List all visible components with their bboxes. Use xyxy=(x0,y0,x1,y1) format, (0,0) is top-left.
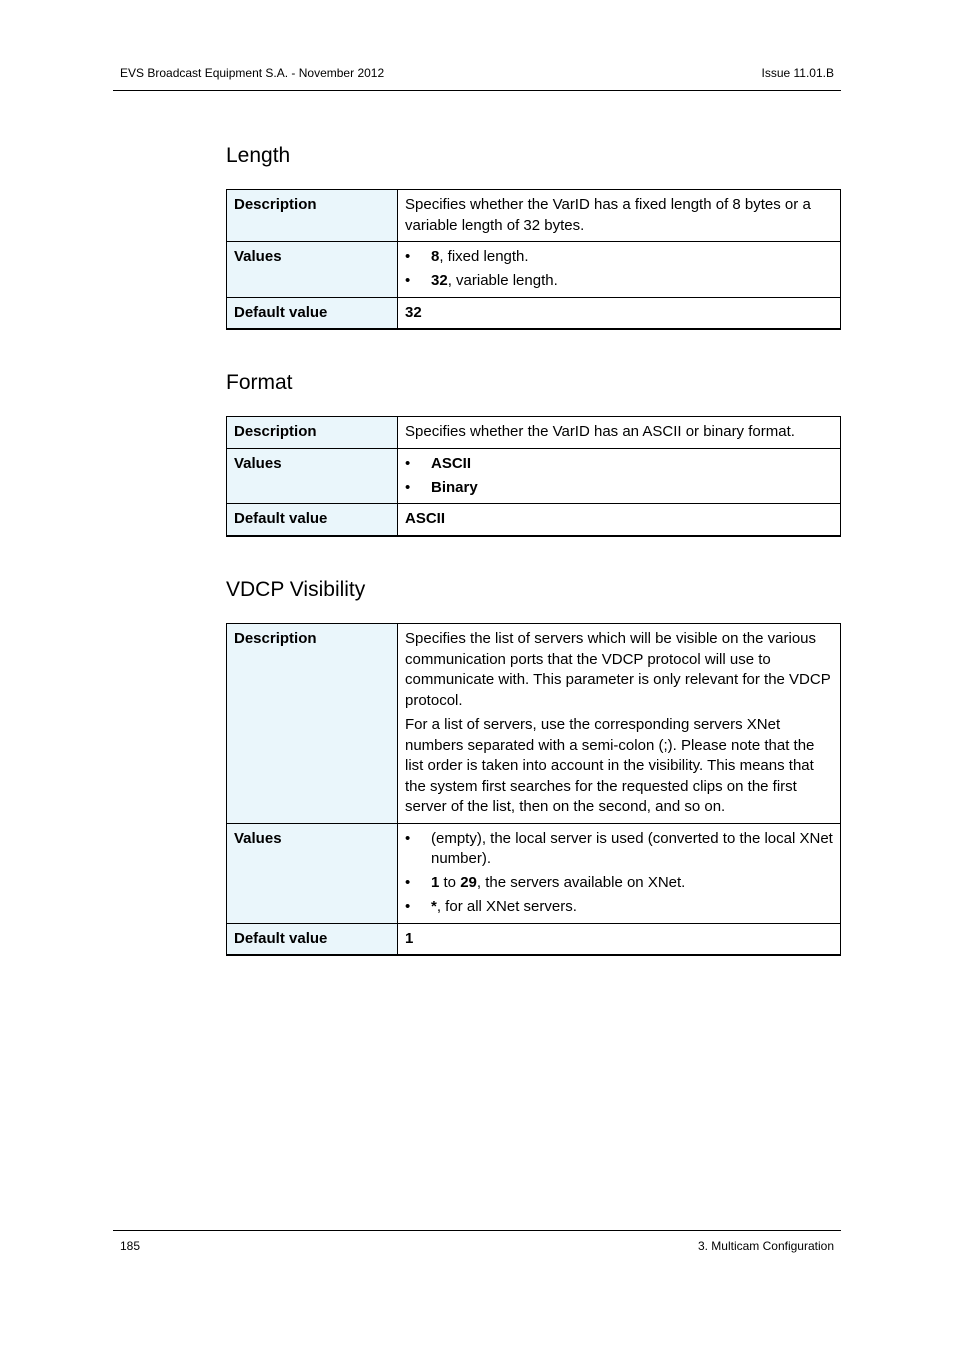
list-item: • ASCII xyxy=(405,454,833,475)
vdcp-table xyxy=(226,623,841,956)
vdcp-values xyxy=(398,823,841,923)
table-row xyxy=(227,417,841,449)
length-table xyxy=(226,189,841,330)
row-label: Default value xyxy=(227,504,398,536)
format-description: Specifies whether the VarID has an ASCII or binary format. xyxy=(398,417,841,449)
table-row xyxy=(227,242,841,298)
list-item: • Binary xyxy=(405,478,833,499)
format-default: ASCII xyxy=(398,504,841,536)
row-label: Default value xyxy=(227,297,398,329)
table-row xyxy=(227,624,841,824)
format-table xyxy=(226,416,841,537)
section-title-vdcp-visibility: VDCP Visibility xyxy=(226,578,366,601)
list-item: • 1 to 29, the servers available on XNet. xyxy=(405,873,833,894)
row-label: Description xyxy=(227,417,398,449)
row-label: Values xyxy=(227,242,398,298)
vdcp-description: Specifies the list of servers which will be visible on the various communication ports that the VDCP protocol will use to communicate with. This parameter is only relevant for the VDCP protocol. For a list of servers, use the corresponding servers XNet numbers separated with a semi-colon (;). Please note that the list order is taken into account in the visibility. This means that the system first searches for the requested clips on the first server of the list, then on the second, and so on. xyxy=(398,624,841,824)
table-row xyxy=(227,823,841,923)
header-issue: Issue 11.01.B xyxy=(761,66,834,80)
length-description: Specifies whether the VarID has a fixed length of 8 bytes or a variable length of 32 bytes. xyxy=(398,190,841,242)
list-item: • (empty), the local server is used (converted to the local XNet number). xyxy=(405,829,833,870)
page-footer xyxy=(113,1230,841,1253)
row-label: Description xyxy=(227,624,398,824)
list-item: • 8, fixed length. xyxy=(405,247,833,268)
section-title-length: Length xyxy=(226,144,291,167)
row-label: Default value xyxy=(227,923,398,955)
page-number: 185 xyxy=(120,1239,141,1253)
table-row xyxy=(227,190,841,242)
row-label: Description xyxy=(227,190,398,242)
table-row xyxy=(227,297,841,329)
table-row xyxy=(227,923,841,955)
format-values xyxy=(398,448,841,504)
table-row xyxy=(227,504,841,536)
vdcp-default: 1 xyxy=(398,923,841,955)
header-publisher: EVS Broadcast Equipment S.A. - November 2012 xyxy=(120,66,385,80)
list-item: • *, for all XNet servers. xyxy=(405,897,833,918)
section-title-format: Format xyxy=(226,371,293,394)
table-row xyxy=(227,448,841,504)
row-label: Values xyxy=(227,448,398,504)
list-item: • 32, variable length. xyxy=(405,271,833,292)
row-label: Values xyxy=(227,823,398,923)
page-header xyxy=(113,66,841,91)
length-values xyxy=(398,242,841,298)
footer-chapter: 3. Multicam Configuration xyxy=(697,1239,834,1253)
length-default: 32 xyxy=(398,297,841,329)
